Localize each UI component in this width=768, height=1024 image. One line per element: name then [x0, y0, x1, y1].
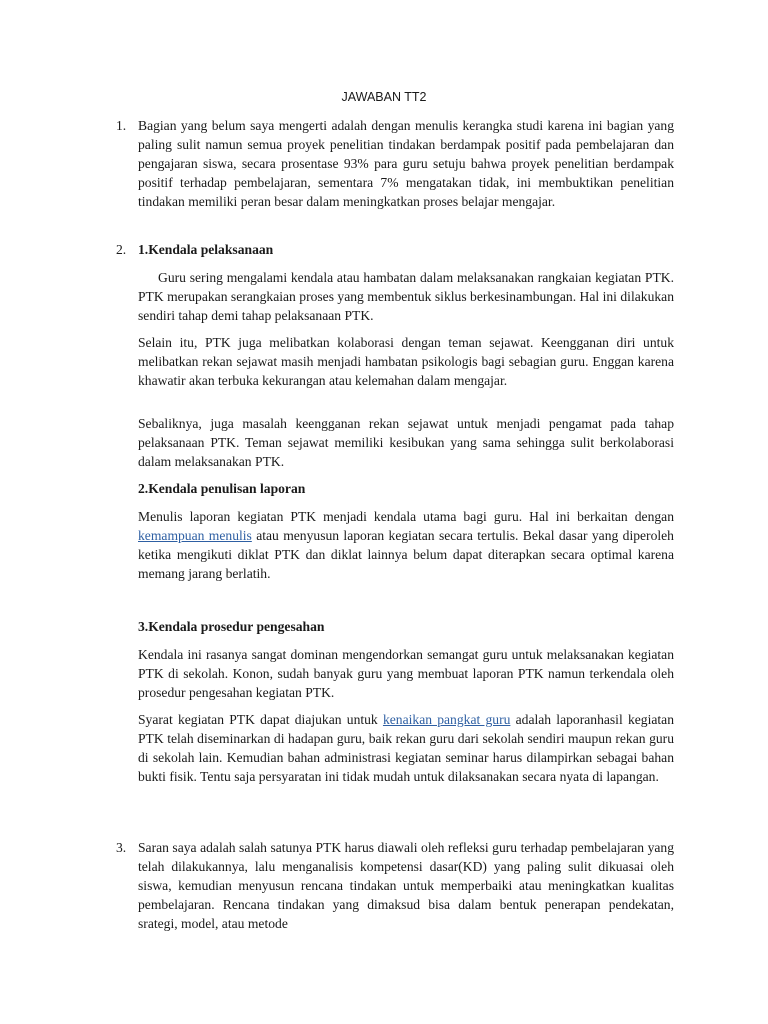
section-heading-penulisan: 2.Kendala penulisan laporan [138, 481, 306, 496]
answer-1-text: Bagian yang belum saya mengerti adalah dengan menulis kerangka studi karena ini bagian yang paling sulit namun semua proyek penelitian tindakan berdampak positif pada pembelajaran dan pengajaran siswa, secara prosentase 93% para guru setuju bahwa proyek penelitian berdampak positif terhadap pembelajaran, sementara 7% mengatakan tidak, ini membuktikan penelitian tindakan memiliki peran besar dalam meningkatkan proses belajar mengajar. [138, 118, 674, 209]
list-number-1: 1. [116, 118, 127, 133]
document-title: JAWABAN TT2 [341, 90, 427, 104]
section-pelaksanaan-p1 [138, 268, 674, 325]
section-pengesahan-p2 [138, 710, 674, 786]
paragraph: Sebaliknya, juga masalah keengganan rekan sejawat untuk menjadi pengamat pada tahap pelaksanaan PTK. Teman sejawat memiliki kesibukan yang sama sehingga sulit berkolaborasi dalam melaksanakan PTK. [138, 416, 674, 469]
section-heading-pelaksanaan: 1.Kendala pelaksanaan [138, 242, 274, 257]
list-number-3: 3. [116, 840, 127, 855]
section-penulisan-p1 [138, 507, 674, 583]
paragraph [138, 710, 674, 786]
section-pengesahan-p1 [138, 645, 674, 702]
section-heading-pengesahan: 3.Kendala prosedur pengesahan [138, 619, 325, 634]
answer-3 [138, 838, 674, 933]
paragraph: Selain itu, PTK juga melibatkan kolaborasi dengan teman sejawat. Keengganan diri untuk melibatkan rekan sejawat masih menjadi hambatan psikologis bagi sebagian guru. Enggan karena khawatir akan terbuka kekurangan atau kelemahan dalam mengajar. [138, 335, 674, 388]
paragraph: Kendala ini rasanya sangat dominan mengendorkan semangat guru untuk melaksanakan kegiatan PTK di sekolah. Konon, sudah banyak guru yang membuat laporan PTK namun terkendala oleh prosedur pengesahan kegiatan PTK. [138, 647, 674, 700]
text-run: Menulis laporan kegiatan PTK menjadi kendala utama bagi guru. Hal ini berkaitan dengan [138, 509, 674, 524]
kenaikan-pangkat-guru-link[interactable]: kenaikan pangkat guru [382, 712, 511, 727]
list-number-2: 2. [116, 242, 127, 257]
answer-3-text: Saran saya adalah salah satunya PTK harus diawali oleh refleksi guru terhadap pembelajaran yang telah dilakukannya, lalu menganalisis kompetensi dasar(KD) yang paling sulit dikuasai oleh siswa, kemudian menyusun rencana tindakan untuk memperbaiki atau meningkatkan kualitas pembelajaran. Rencana tindakan yang dimaksud bisa dalam bentuk penerapan pendekatan, srategi, model, atau metode [138, 840, 674, 931]
text-run: adalah laporanhasil kegiatan PTK telah diseminarkan di hadapan guru, baik rekan guru dari sekolah sendiri maupun rekan guru di sekolah lain. Kemudian bahan administrasi kegiatan seminar harus dilampirkan sebagai bahan bukti fisik. Tentu saja persyaratan ini tidak mudah untuk dilaksanakan secara nyata di lapangan. [138, 712, 674, 784]
paragraph: Guru sering mengalami kendala atau hambatan dalam melaksanakan rangkaian kegiatan PTK. PTK merupakan serangkaian proses yang membentuk siklus berkesinambungan. Hal ini dilakukan sendiri tahap demi tahap pelaksanaan PTK. [138, 270, 674, 323]
text-run: Syarat kegiatan PTK dapat diajukan untuk [138, 712, 383, 727]
text-run: atau menyusun laporan kegiatan secara tertulis. Bekal dasar yang diperoleh ketika mengikuti diklat PTK dan diklat lainnya belum dapat diterapkan secara optimal karena memang jarang berlatih. [138, 528, 674, 581]
section-pelaksanaan-p3 [138, 414, 674, 471]
section-pelaksanaan-p2 [138, 333, 674, 390]
kemampuan-menulis-link[interactable]: kemampuan menulis [138, 528, 252, 543]
paragraph [138, 507, 674, 583]
answer-1 [138, 116, 674, 211]
